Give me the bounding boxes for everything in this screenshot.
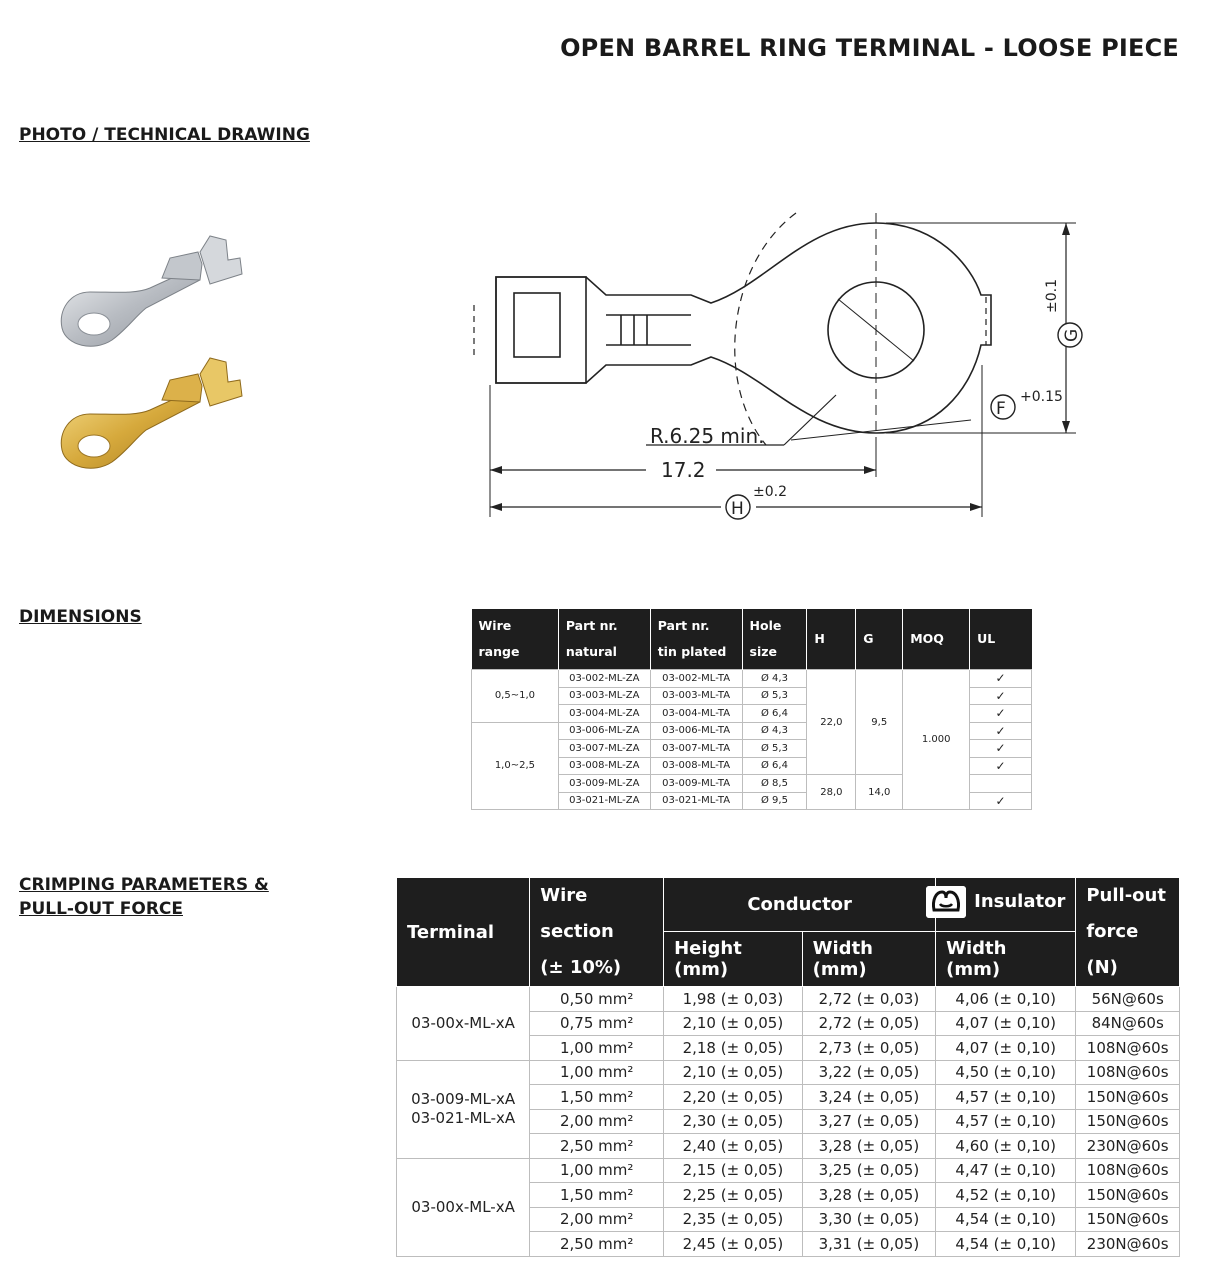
section-heading-crimping-line2: PULL-OUT FORCE — [19, 899, 183, 919]
insulator-width-cell: 4,07 (± 0,10) — [936, 1011, 1076, 1036]
radius-label: R.6.25 min. — [650, 424, 765, 448]
col-hole-size — [742, 609, 807, 670]
col-hole-line2: size — [749, 644, 777, 659]
wire-range-cell: 1,0~2,5 — [472, 722, 559, 810]
height-cell: 2,18 (± 0,05) — [664, 1036, 803, 1061]
col-height: Height (mm) — [664, 931, 803, 986]
height-cell: 2,30 (± 0,05) — [664, 1109, 803, 1134]
g-label: G — [1062, 328, 1082, 342]
height-cell: 2,35 (± 0,05) — [664, 1207, 803, 1232]
technical-drawing — [466, 205, 1096, 535]
f-tolerance: +0.15 — [1020, 389, 1063, 405]
col-wire-section — [530, 878, 664, 987]
height-cell: 2,40 (± 0,05) — [664, 1134, 803, 1159]
table-row — [397, 1158, 1180, 1183]
wire-section-cell: 1,00 mm² — [530, 1060, 664, 1085]
ul-check: ✓ — [970, 757, 1032, 775]
width-cell: 2,72 (± 0,03) — [802, 987, 935, 1012]
pullout-cell: 150N@60s — [1076, 1207, 1180, 1232]
col-pullout-line2: force (N) — [1086, 921, 1139, 978]
wire-section-cell: 0,75 mm² — [530, 1011, 664, 1036]
height-cell: 2,15 (± 0,05) — [664, 1158, 803, 1183]
height-cell: 1,98 (± 0,03) — [664, 987, 803, 1012]
section-heading-crimping-line1: CRIMPING PARAMETERS & — [19, 875, 269, 895]
terminal-line1: 03-009-ML-xA — [411, 1090, 516, 1108]
hole-size-cell: Ø 4,3 — [742, 722, 807, 740]
insulator-width-cell: 4,50 (± 0,10) — [936, 1060, 1076, 1085]
wire-range-cell: 0,5~1,0 — [472, 670, 559, 723]
wire-section-cell: 1,50 mm² — [530, 1085, 664, 1110]
wire-section-cell: 2,00 mm² — [530, 1207, 664, 1232]
hole-size-cell: Ø 4,3 — [742, 670, 807, 688]
width-cell: 2,73 (± 0,05) — [802, 1036, 935, 1061]
col-width: Width (mm) — [802, 931, 935, 986]
terminal-cell — [397, 1060, 530, 1158]
col-part-tin — [650, 609, 742, 670]
insulator-width-cell: 4,57 (± 0,10) — [936, 1085, 1076, 1110]
pullout-cell: 230N@60s — [1076, 1232, 1180, 1257]
h-cell: 28,0 — [807, 775, 856, 810]
height-cell: 2,45 (± 0,05) — [664, 1232, 803, 1257]
hole-size-cell: Ø 5,3 — [742, 687, 807, 705]
col-conductor: Conductor — [664, 878, 936, 932]
gold-terminal-photo — [50, 352, 250, 472]
insulator-width-cell: 4,60 (± 0,10) — [936, 1134, 1076, 1159]
terminal-line1: 03-00x-ML-xA — [411, 1013, 515, 1032]
insulator-width-cell: 4,06 (± 0,10) — [936, 987, 1076, 1012]
col-wire-section-line1: Wire section — [540, 885, 614, 942]
pullout-cell: 56N@60s — [1076, 987, 1180, 1012]
part-natural-cell: 03-003-ML-ZA — [558, 687, 650, 705]
crimping-table — [396, 877, 1180, 1257]
part-natural-cell: 03-009-ML-ZA — [558, 775, 650, 793]
col-part-tin-line1: Part nr. — [657, 618, 710, 633]
col-part-natural-line1: Part nr. — [565, 618, 618, 633]
col-part-natural-line2: natural — [565, 644, 617, 659]
part-tin-cell: 03-003-ML-TA — [650, 687, 742, 705]
terminal-cell — [397, 987, 530, 1061]
col-part-natural — [558, 609, 650, 670]
hole-size-cell: Ø 5,3 — [742, 740, 807, 758]
h-tolerance: ±0.2 — [753, 484, 787, 500]
crimping-header-row-1 — [397, 878, 1180, 932]
ul-check: ✓ — [970, 705, 1032, 723]
width-cell: 3,28 (± 0,05) — [802, 1134, 935, 1159]
pullout-cell: 230N@60s — [1076, 1134, 1180, 1159]
ul-check: ✓ — [970, 740, 1032, 758]
g-tolerance: ±0.1 — [1044, 279, 1060, 313]
hole-size-cell: Ø 6,4 — [742, 705, 807, 723]
g-cell: 14,0 — [856, 775, 903, 810]
pullout-cell: 84N@60s — [1076, 1011, 1180, 1036]
col-pullout-line1: Pull-out — [1086, 885, 1166, 906]
length-label: 17.2 — [661, 458, 706, 482]
part-natural-cell: 03-004-ML-ZA — [558, 705, 650, 723]
wire-section-cell: 2,50 mm² — [530, 1232, 664, 1257]
terminal-line1: 03-00x-ML-xA — [411, 1197, 515, 1216]
section-heading-crimping — [19, 873, 269, 921]
col-insulator — [936, 878, 1076, 932]
width-cell: 2,72 (± 0,05) — [802, 1011, 935, 1036]
terminal-cell — [397, 1158, 530, 1256]
ul-check: ✓ — [970, 792, 1032, 810]
wire-section-cell: 1,50 mm² — [530, 1183, 664, 1208]
part-tin-cell: 03-007-ML-TA — [650, 740, 742, 758]
silver-terminal-photo — [50, 230, 250, 350]
f-label: F — [996, 399, 1006, 419]
part-tin-cell: 03-021-ML-TA — [650, 792, 742, 810]
insulator-width-cell: 4,47 (± 0,10) — [936, 1158, 1076, 1183]
wire-section-cell: 1,00 mm² — [530, 1036, 664, 1061]
h-label: H — [731, 499, 744, 519]
hole-size-cell: Ø 6,4 — [742, 757, 807, 775]
part-tin-cell: 03-002-ML-TA — [650, 670, 742, 688]
part-natural-cell: 03-007-ML-ZA — [558, 740, 650, 758]
pullout-cell: 150N@60s — [1076, 1183, 1180, 1208]
insulator-width-cell: 4,54 (± 0,10) — [936, 1232, 1076, 1257]
page-title: OPEN BARREL RING TERMINAL - LOOSE PIECE — [560, 34, 1179, 62]
dimensions-header-row — [472, 609, 1032, 670]
wire-section-cell: 1,00 mm² — [530, 1158, 664, 1183]
pullout-cell: 108N@60s — [1076, 1158, 1180, 1183]
pullout-cell: 108N@60s — [1076, 1036, 1180, 1061]
g-cell: 9,5 — [856, 670, 903, 775]
insulator-width-cell: 4,52 (± 0,10) — [936, 1183, 1076, 1208]
col-moq: MOQ — [903, 609, 970, 670]
part-natural-cell: 03-008-ML-ZA — [558, 757, 650, 775]
pullout-cell: 108N@60s — [1076, 1060, 1180, 1085]
insulator-width-cell: 4,54 (± 0,10) — [936, 1207, 1076, 1232]
width-cell: 3,28 (± 0,05) — [802, 1183, 935, 1208]
table-row — [472, 670, 1032, 688]
wire-section-cell: 2,00 mm² — [530, 1109, 664, 1134]
width-cell: 3,24 (± 0,05) — [802, 1085, 935, 1110]
terminal-line2: 03-021-ML-xA — [411, 1109, 516, 1127]
col-terminal: Terminal — [397, 878, 530, 987]
ul-check: ✓ — [970, 722, 1032, 740]
width-cell: 3,31 (± 0,05) — [802, 1232, 935, 1257]
part-tin-cell: 03-006-ML-TA — [650, 722, 742, 740]
crimp-profile-icon — [926, 886, 966, 918]
col-insulator-width: Width (mm) — [936, 931, 1076, 986]
pullout-cell: 150N@60s — [1076, 1085, 1180, 1110]
col-hole-line1: Hole — [749, 618, 782, 633]
col-h: H — [807, 609, 856, 670]
width-cell: 3,30 (± 0,05) — [802, 1207, 935, 1232]
dimensions-table — [471, 609, 1032, 810]
insulator-width-cell: 4,07 (± 0,10) — [936, 1036, 1076, 1061]
height-cell: 2,25 (± 0,05) — [664, 1183, 803, 1208]
h-cell: 22,0 — [807, 670, 856, 775]
col-ul: UL — [970, 609, 1032, 670]
table-row — [397, 1060, 1180, 1085]
col-wire-section-line2: (± 10%) — [540, 957, 622, 978]
width-cell: 3,27 (± 0,05) — [802, 1109, 935, 1134]
width-cell: 3,25 (± 0,05) — [802, 1158, 935, 1183]
part-natural-cell: 03-002-ML-ZA — [558, 670, 650, 688]
insulator-width-cell: 4,57 (± 0,10) — [936, 1109, 1076, 1134]
wire-section-cell: 2,50 mm² — [530, 1134, 664, 1159]
wire-section-cell: 0,50 mm² — [530, 987, 664, 1012]
part-natural-cell: 03-006-ML-ZA — [558, 722, 650, 740]
part-natural-cell: 03-021-ML-ZA — [558, 792, 650, 810]
insulator-label: Insulator — [974, 891, 1066, 913]
col-pullout — [1076, 878, 1180, 987]
ul-check: ✓ — [970, 687, 1032, 705]
table-row — [397, 987, 1180, 1012]
part-tin-cell: 03-008-ML-TA — [650, 757, 742, 775]
section-heading-dimensions: DIMENSIONS — [19, 607, 142, 627]
ul-check: ✓ — [970, 670, 1032, 688]
hole-size-cell: Ø 9,5 — [742, 792, 807, 810]
height-cell: 2,20 (± 0,05) — [664, 1085, 803, 1110]
section-heading-photo: PHOTO / TECHNICAL DRAWING — [19, 125, 310, 145]
moq-cell: 1.000 — [903, 670, 970, 810]
col-part-tin-line2: tin plated — [657, 644, 727, 659]
col-g: G — [856, 609, 903, 670]
part-tin-cell: 03-004-ML-TA — [650, 705, 742, 723]
height-cell: 2,10 (± 0,05) — [664, 1011, 803, 1036]
col-wire-range: Wire range — [472, 609, 559, 670]
part-tin-cell: 03-009-ML-TA — [650, 775, 742, 793]
pullout-cell: 150N@60s — [1076, 1109, 1180, 1134]
height-cell: 2,10 (± 0,05) — [664, 1060, 803, 1085]
hole-size-cell: Ø 8,5 — [742, 775, 807, 793]
width-cell: 3,22 (± 0,05) — [802, 1060, 935, 1085]
ul-check — [970, 775, 1032, 793]
